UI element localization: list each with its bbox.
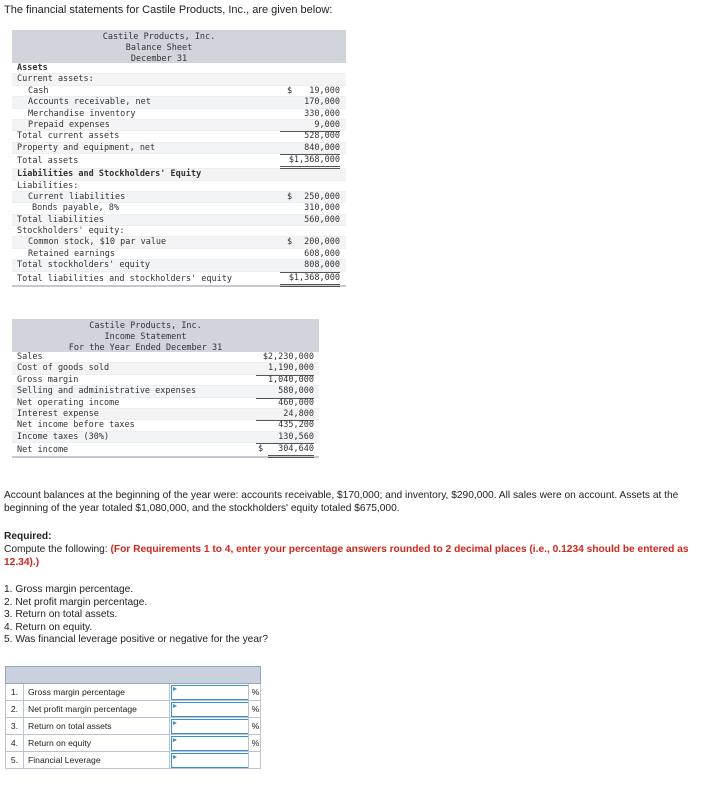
bs-row — [12, 169, 346, 180]
interest-label: Interest expense — [17, 408, 99, 419]
inventory-amount: 330,000 — [304, 108, 340, 119]
tl-label: Total liabilities — [17, 214, 104, 225]
bs-row — [12, 63, 346, 74]
assets-heading: Assets — [17, 63, 48, 73]
return-on-assets-input[interactable] — [171, 719, 249, 734]
cs-label: Common stock, $10 par value — [28, 237, 167, 248]
bs-row — [12, 154, 346, 169]
ppe-amount: 840,000 — [280, 143, 340, 155]
requirement-item: 1. Gross margin percentage. — [4, 584, 134, 595]
row-number: 5. — [6, 752, 24, 768]
bs-date: December 31 — [130, 53, 188, 64]
bs-row — [12, 249, 346, 260]
row-number: 1. — [6, 684, 24, 700]
answer-table — [5, 666, 261, 769]
bs-title: Balance Sheet — [125, 42, 193, 53]
answer-row-return-on-equity — [5, 735, 261, 752]
bs-row — [12, 120, 346, 131]
bs-row — [12, 97, 346, 108]
cs-amount: 200,000 — [304, 237, 340, 248]
re-label: Retained earnings — [28, 248, 115, 259]
gross-margin-input[interactable] — [171, 685, 249, 700]
inventory-label: Merchandise inventory — [28, 108, 136, 119]
required-prefix: Compute the following: — [4, 544, 111, 555]
liab-heading: Liabilities and Stockholders' Equity — [17, 169, 202, 180]
cash-currency: $ — [287, 85, 293, 96]
cl-amount: 250,000 — [304, 191, 340, 202]
required-block — [4, 530, 694, 569]
sga-amount: 580,000 — [256, 386, 314, 398]
tca-amount: 528,000 — [304, 131, 340, 142]
is-row — [12, 363, 319, 374]
bs-row — [12, 215, 346, 226]
ar-label: Accounts receivable, net — [28, 97, 151, 108]
tse-label: Total stockholders' equity — [17, 260, 151, 271]
bs-row — [12, 226, 346, 237]
bs-company: Castile Products, Inc. — [102, 32, 216, 42]
row-label: Return on total assets — [24, 718, 170, 734]
is-company: Castile Products, Inc. — [89, 321, 202, 331]
bs-row — [12, 86, 346, 97]
is-row — [12, 420, 319, 431]
is-title: Income Statement — [104, 331, 187, 342]
return-on-equity-input[interactable] — [171, 736, 249, 751]
row-number: 4. — [6, 735, 24, 751]
cogs-label: Cost of goods sold — [17, 363, 110, 374]
interest-amount: 24,800 — [256, 409, 314, 421]
sales-label: Sales — [17, 352, 43, 362]
re-amount: 608,000 — [280, 249, 340, 261]
gm-amount: 1,040,000 — [267, 374, 314, 385]
ni-currency: $ — [258, 444, 264, 455]
bs-row — [12, 272, 346, 287]
ni-amount: 304,640 — [268, 443, 314, 458]
bs-row — [12, 203, 346, 214]
is-row — [12, 443, 319, 458]
required-instruction — [4, 543, 694, 569]
bs-row — [12, 131, 346, 142]
row-number: 2. — [6, 701, 24, 717]
cash-amount: 19,000 — [309, 85, 340, 96]
requirement-item: 2. Net profit margin percentage. — [4, 596, 148, 608]
answer-row-return-on-assets — [5, 718, 261, 735]
row-number: 3. — [6, 718, 24, 734]
requirement-item: 4. Return on equity. — [4, 621, 93, 633]
percent-unit: % — [248, 701, 262, 717]
percent-unit: % — [248, 718, 262, 734]
tlse-amount: $1,368,000 — [280, 272, 340, 287]
balance-sheet-header — [12, 30, 346, 63]
row-label: Return on equity — [24, 735, 170, 751]
tca-label: Total current assets — [17, 131, 120, 142]
bs-row — [12, 192, 346, 203]
percent-unit: % — [248, 684, 262, 700]
ppe-label: Property and equipment, net — [17, 142, 156, 153]
is-period: For the Year Ended December 31 — [68, 342, 223, 353]
is-row — [12, 409, 319, 420]
row-label: Gross margin percentage — [24, 684, 170, 700]
noi-label: Net operating income — [17, 397, 120, 408]
bs-row — [12, 143, 346, 154]
bs-row — [12, 181, 346, 192]
taxes-amount: 130,560 — [256, 432, 314, 444]
answer-table-header — [5, 666, 261, 684]
tse-amount: 808,000 — [280, 260, 340, 272]
bs-row — [12, 74, 346, 85]
sga-label: Selling and administrative expenses — [17, 386, 197, 397]
net-profit-margin-input[interactable] — [171, 702, 249, 717]
answer-row-financial-leverage — [5, 752, 261, 769]
answer-row-net-profit-margin — [5, 701, 261, 718]
balance-sheet — [12, 30, 346, 287]
noi-amount: 460,000 — [278, 397, 314, 408]
financial-leverage-select[interactable] — [171, 753, 249, 768]
prepaid-label: Prepaid expenses — [28, 119, 110, 130]
total-assets-amount: $1,368,000 — [280, 154, 340, 169]
cs-currency: $ — [287, 237, 293, 248]
required-title: Required: — [4, 531, 52, 542]
bs-row — [12, 260, 346, 271]
cash-label: Cash — [28, 85, 49, 96]
answer-row-gross-margin — [5, 684, 261, 701]
gm-label: Gross margin — [17, 374, 79, 385]
nibt-amount: 435,200 — [278, 420, 314, 431]
is-row — [12, 398, 319, 409]
prepaid-amount: 9,000 — [280, 120, 340, 132]
is-row — [12, 432, 319, 443]
bonds-amount: 310,000 — [280, 203, 340, 215]
bonds-label: Bonds payable, 8% — [32, 203, 119, 214]
required-note: (For Requirements 1 to 4, enter your percentage answers rounded to 2 decimal places (i.e., 0.1234 should be entered as 12.34).) — [4, 544, 689, 568]
income-statement — [12, 319, 319, 458]
requirements-list — [4, 584, 694, 647]
requirement-item: 5. Was financial leverage positive or negative for the year? — [4, 634, 269, 646]
cl-label: Current liabilities — [28, 191, 126, 202]
ni-label: Net income — [17, 445, 69, 456]
tlse-label: Total liabilities and stockholders' equity — [17, 273, 232, 284]
is-row — [12, 375, 319, 386]
cogs-amount: 1,190,000 — [256, 363, 314, 375]
row-label: Financial Leverage — [24, 752, 170, 768]
unit-cell — [248, 752, 262, 768]
is-row — [12, 386, 319, 397]
ar-amount: 170,000 — [304, 97, 340, 108]
bs-row — [12, 109, 346, 120]
tl-amount: 560,000 — [304, 214, 340, 225]
taxes-label: Income taxes (30%) — [17, 431, 110, 442]
total-assets-label: Total assets — [17, 156, 79, 167]
liabilities-label: Liabilities: — [17, 180, 79, 191]
sales-amount: $2,230,000 — [262, 352, 314, 362]
income-statement-header — [12, 319, 319, 352]
percent-unit: % — [248, 735, 262, 751]
row-label: Net profit margin percentage — [24, 701, 170, 717]
intro-text: The financial statements for Castile Products, Inc., are given below: — [4, 4, 333, 16]
beginning-balances-text: Account balances at the beginning of the year were: accounts receivable, $170,000; and inventory, $290,000. All sales were on account. Assets at the beginning of the year totaled $1,080,000, and the stockholders' equity totaled $675,000. — [4, 490, 679, 514]
is-row — [12, 352, 319, 363]
bs-row — [12, 237, 346, 248]
requirement-item: 3. Return on total assets. — [4, 609, 118, 621]
se-label: Stockholders' equity: — [17, 226, 125, 237]
cl-currency: $ — [287, 191, 293, 202]
current-assets-label: Current assets: — [17, 74, 94, 85]
nibt-label: Net income before taxes — [17, 420, 135, 431]
